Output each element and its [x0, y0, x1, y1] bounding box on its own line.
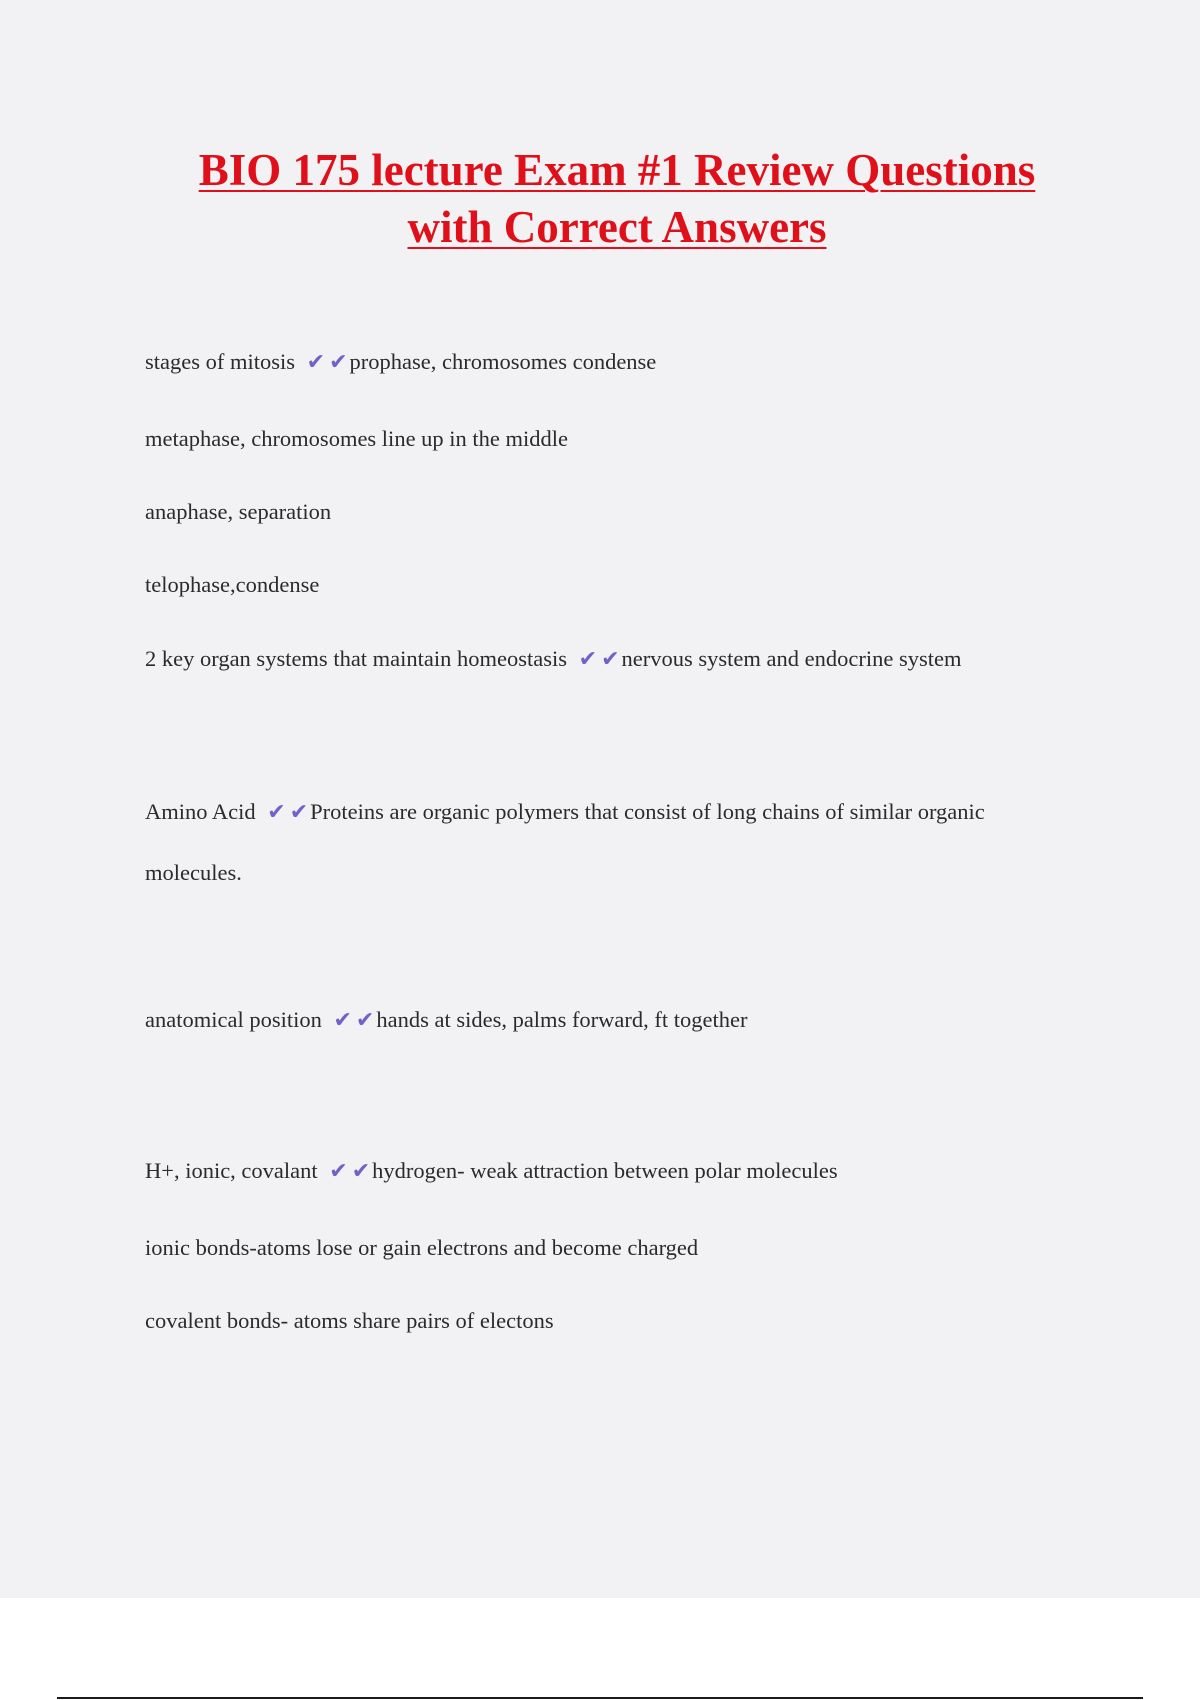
check-icon: ✔	[351, 1159, 371, 1184]
answer-text: hands at sides, palms forward, ft together	[376, 1007, 748, 1032]
check-icon: ✔	[289, 800, 309, 825]
text-line-covalent-bonds: covalent bonds- atoms share pairs of electons	[145, 1308, 554, 1333]
text-line-molecules: molecules.	[145, 860, 242, 885]
question-text: Amino Acid	[145, 799, 256, 824]
title-line-2: with Correct Answers	[407, 202, 827, 252]
document-title	[100, 142, 1134, 256]
answer-text: Proteins are organic polymers that consist of long chains of similar organic	[310, 799, 985, 824]
text-line-anaphase: anaphase, separation	[145, 499, 332, 524]
qa-entry-homeostasis	[145, 644, 961, 675]
title-line-1: BIO 175 lecture Exam #1 Review Questions	[198, 145, 1036, 195]
check-icon: ✔	[329, 1159, 348, 1184]
qa-entry-bonds	[145, 1156, 838, 1187]
check-icon: ✔	[329, 350, 348, 375]
check-icon: ✔	[601, 647, 620, 672]
question-text: anatomical position	[145, 1007, 322, 1032]
check-icon: ✔	[578, 647, 598, 672]
check-icon: ✔	[333, 1008, 352, 1033]
footer-divider	[57, 1697, 1143, 1699]
question-text: stages of mitosis	[145, 349, 295, 374]
answer-text: prophase, chromosomes condense	[349, 349, 657, 374]
qa-entry-amino-acid	[145, 797, 985, 828]
text-line-telophase: telophase,condense	[145, 572, 320, 597]
question-text: H+, ionic, covalant	[145, 1158, 318, 1183]
check-icon: ✔	[355, 1008, 375, 1033]
check-icon: ✔	[267, 800, 286, 825]
check-icon: ✔	[306, 350, 326, 375]
answer-text: nervous system and endocrine system	[621, 646, 962, 671]
answer-text: hydrogen- weak attraction between polar molecules	[372, 1158, 838, 1183]
text-line-ionic-bonds: ionic bonds-atoms lose or gain electrons and become charged	[145, 1235, 699, 1260]
text-line-metaphase: metaphase, chromosomes line up in the middle	[145, 426, 569, 451]
qa-entry-anatomical-position	[145, 1005, 748, 1036]
qa-entry-mitosis	[145, 347, 656, 378]
question-text: 2 key organ systems that maintain homeostasis	[145, 646, 568, 671]
